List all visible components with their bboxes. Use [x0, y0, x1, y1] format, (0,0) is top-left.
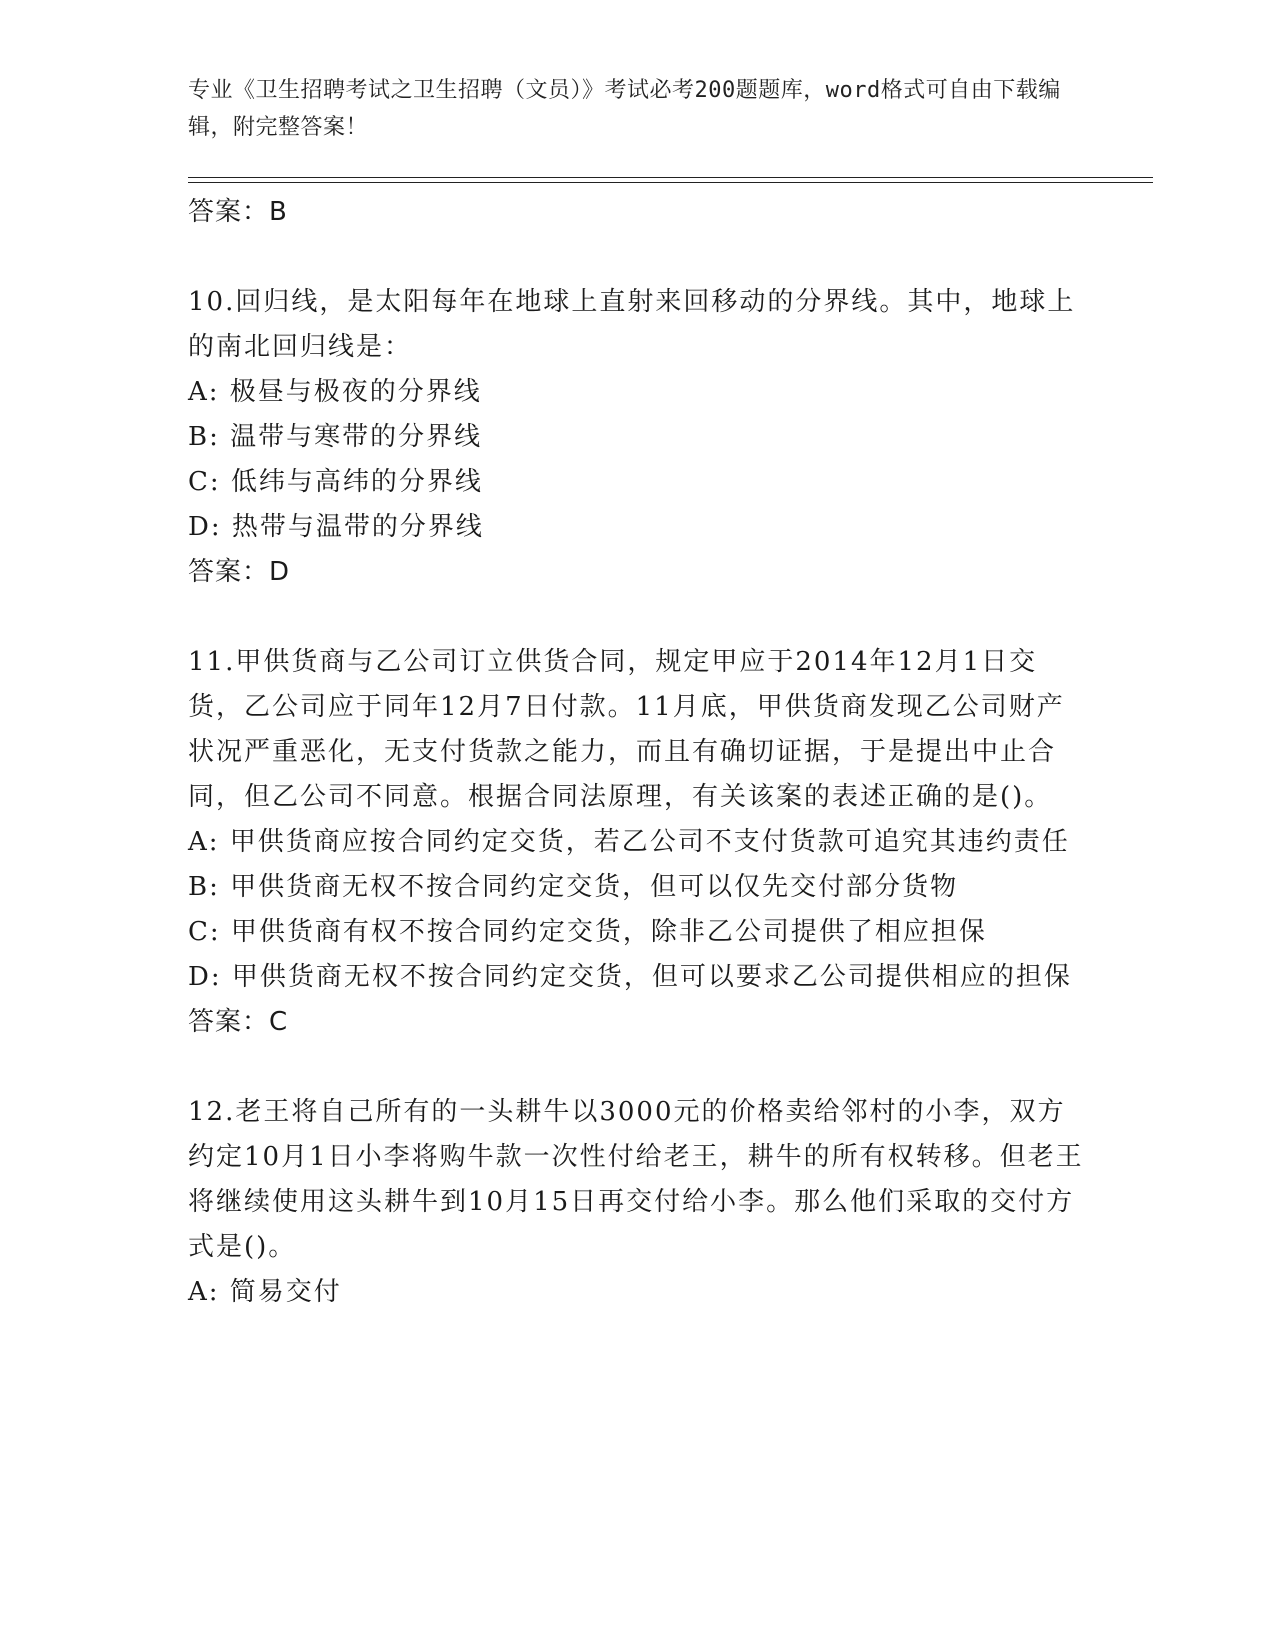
document-body	[188, 190, 1088, 1315]
answer-line: 答案：C	[188, 1007, 289, 1037]
question-10	[188, 280, 1088, 595]
question-stem: 11.甲供货商与乙公司订立供货合同，规定甲应于2014年12月1日交货，乙公司应于同年12月7日付款。11月底，甲供货商发现乙公司财产状况严重恶化，无支付货款之能力，而且有确切证据，于是提出中止合同，但乙公司不同意。根据合同法原理，有关该案的表述正确的是()。	[188, 647, 1065, 812]
document-header: 专业《卫生招聘考试之卫生招聘（文员）》考试必考200题题库，word格式可自由下载编辑，附完整答案！	[188, 78, 1061, 140]
answer-line: 答案：D	[188, 557, 291, 587]
option-d: D: 热带与温带的分界线	[188, 512, 484, 542]
option-d: D: 甲供货商无权不按合同约定交货，但可以要求乙公司提供相应的担保	[188, 962, 1072, 992]
option-a: A: 极昼与极夜的分界线	[188, 377, 482, 407]
option-a: A: 简易交付	[188, 1277, 342, 1307]
option-a: A: 甲供货商应按合同约定交货，若乙公司不支付货款可追究其违约责任	[188, 827, 1070, 857]
header-divider-top	[188, 177, 1153, 178]
option-c: C: 低纬与高纬的分界线	[188, 467, 483, 497]
option-b: B: 温带与寒带的分界线	[188, 422, 483, 452]
question-stem: 10.回归线，是太阳每年在地球上直射来回移动的分界线。其中，地球上的南北回归线是：	[188, 287, 1076, 362]
option-c: C: 甲供货商有权不按合同约定交货，除非乙公司提供了相应担保	[188, 917, 987, 947]
answer-line: 答案：B	[188, 197, 288, 227]
question-12	[188, 1090, 1088, 1315]
question-stem: 12.老王将自己所有的一头耕牛以3000元的价格卖给邻村的小李，双方约定10月1日小李将购牛款一次性付给老王，耕牛的所有权转移。但老王将继续使用这头耕牛到10月15日再交付给小李。那么他们采取的交付方式是()。	[188, 1097, 1084, 1262]
question-11	[188, 640, 1088, 1045]
header-divider-bottom	[188, 182, 1153, 183]
option-b: B: 甲供货商无权不按合同约定交货，但可以仅先交付部分货物	[188, 872, 959, 902]
